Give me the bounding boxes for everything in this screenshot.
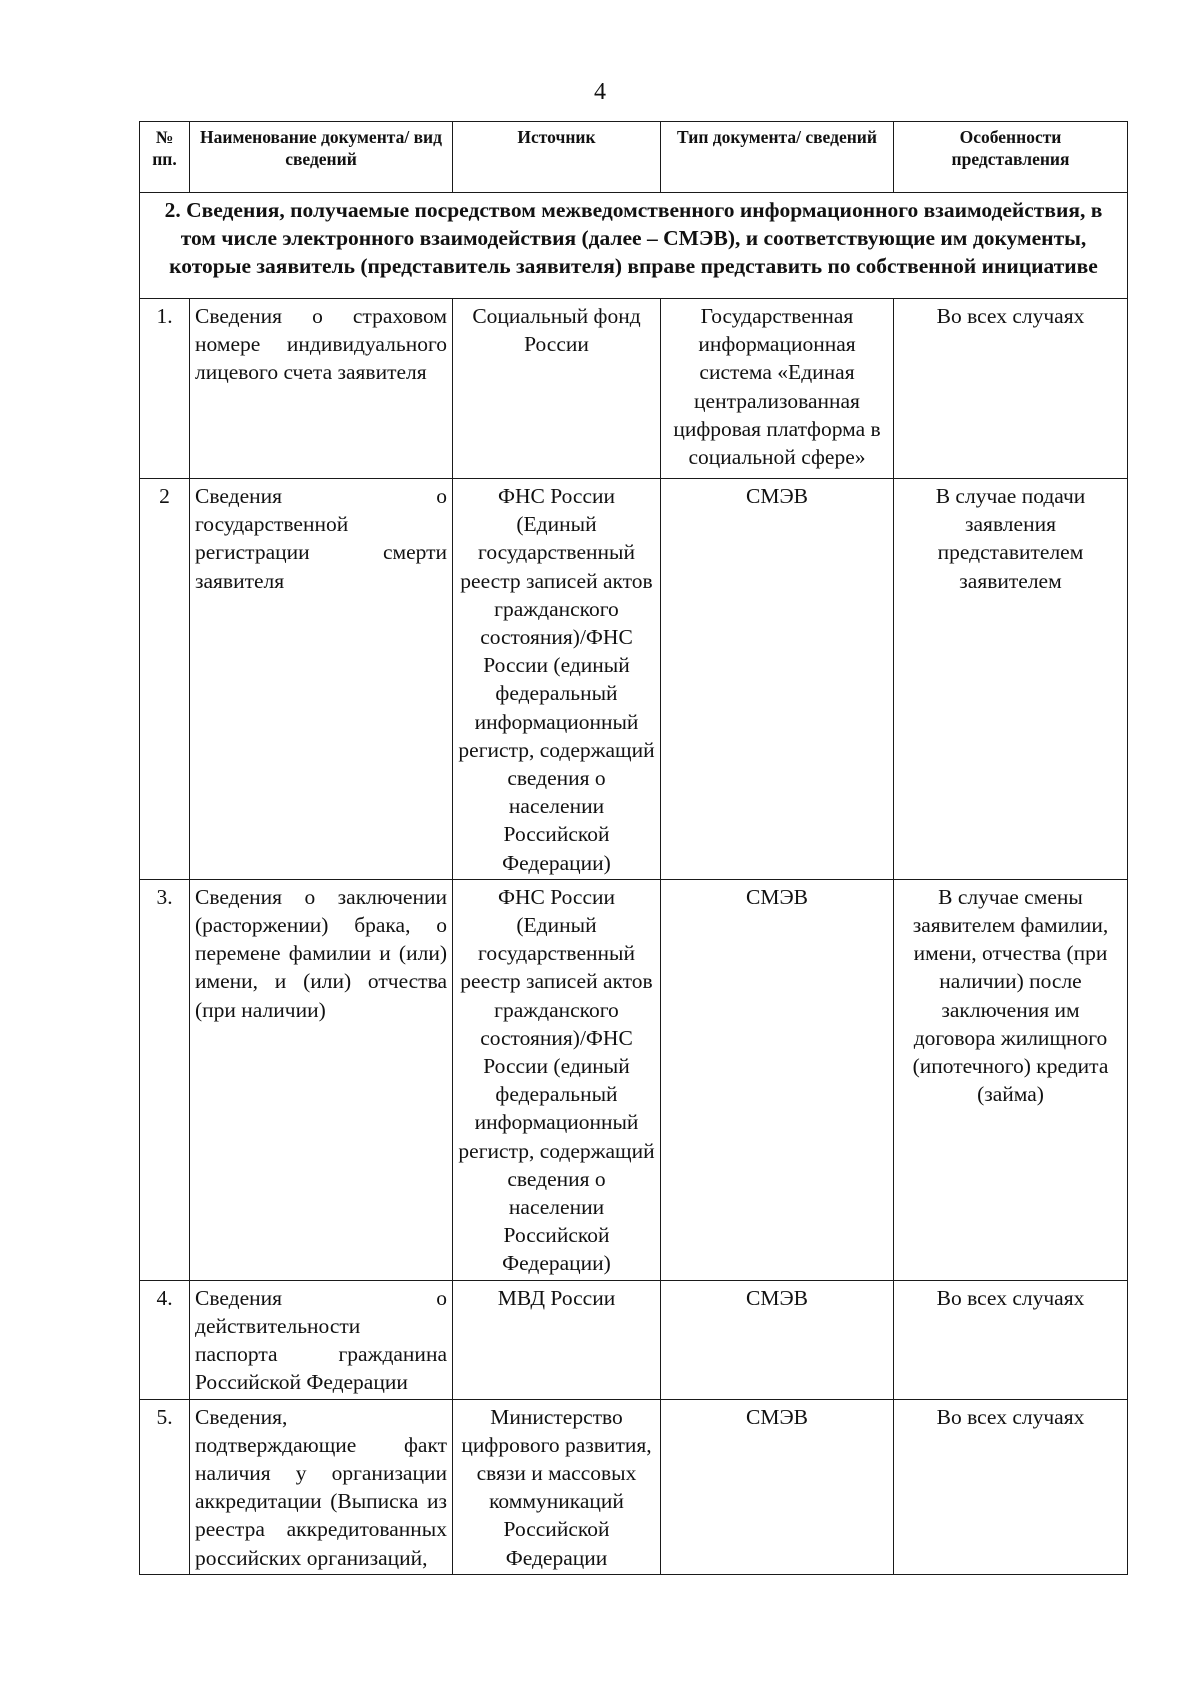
row-document-name: Сведения, подтверждающие факт наличия у организации аккредитации (Выписка из реестра аккредитованных российских организаций, (190, 1399, 453, 1574)
row-number: 2 (140, 479, 190, 880)
table-header-row (140, 122, 1128, 193)
row-document-name: Сведения о действительности паспорта гражданина Российской Федерации (190, 1280, 453, 1399)
row-number: 1. (140, 299, 190, 479)
table-row (140, 479, 1128, 880)
header-document-name: Наименование документа/ вид сведений (190, 122, 453, 193)
page-number: 4 (594, 79, 606, 105)
table-row (140, 1280, 1128, 1399)
row-document-name: Сведения о государственной регистрации смерти заявителя (190, 479, 453, 880)
header-source: Источник (453, 122, 661, 193)
row-features: В случае подачи заявления представителем заявителем (894, 479, 1128, 880)
table-row (140, 1399, 1128, 1574)
row-source: Министерство цифрового развития, связи и массовых коммуникаций Российской Федерации (453, 1399, 661, 1574)
header-document-type: Тип документа/ сведений (661, 122, 894, 193)
section-row (140, 193, 1128, 299)
row-features: В случае смены заявителем фамилии, имени, отчества (при наличии) после заключения им договора жилищного (ипотечного) кредита (займа) (894, 879, 1128, 1280)
row-features: Во всех случаях (894, 1280, 1128, 1399)
row-source: Социальный фонд России (453, 299, 661, 479)
header-features: Особенности представления (894, 122, 1128, 193)
row-number: 3. (140, 879, 190, 1280)
row-features: Во всех случаях (894, 299, 1128, 479)
row-document-type: СМЭВ (661, 879, 894, 1280)
row-document-name: Сведения о заключении (расторжении) брака, о перемене фамилии и (или) имени, и (или) отчества (при наличии) (190, 879, 453, 1280)
documents-table (139, 121, 1128, 1575)
row-source: ФНС России (Единый государственный реестр записей актов гражданского состояния)/ФНС России (единый федеральный информационный регистр, содержащий сведения о населении Российской Федерации) (453, 879, 661, 1280)
table-row (140, 879, 1128, 1280)
row-source: МВД России (453, 1280, 661, 1399)
row-number: 4. (140, 1280, 190, 1399)
table-row (140, 299, 1128, 479)
row-source: ФНС России (Единый государственный реестр записей актов гражданского состояния)/ФНС России (единый федеральный информационный регистр, содержащий сведения о населении Российской Федерации) (453, 479, 661, 880)
row-document-type: СМЭВ (661, 479, 894, 880)
row-features: Во всех случаях (894, 1399, 1128, 1574)
header-number: № пп. (140, 122, 190, 193)
row-document-type: Государственная информационная система «Единая централизованная цифровая платформа в социальной сфере» (661, 299, 894, 479)
section-title: 2. Сведения, получаемые посредством межведомственного информационного взаимодействия, в том числе электронного взаимодействия (далее – СМЭВ), и соответствующие им документы, которые заявитель (представитель заявителя) вправе представить по собственной инициативе (140, 193, 1128, 299)
row-document-type: СМЭВ (661, 1280, 894, 1399)
row-number: 5. (140, 1399, 190, 1574)
row-document-name: Сведения о страховом номере индивидуального лицевого счета заявителя (190, 299, 453, 479)
row-document-type: СМЭВ (661, 1399, 894, 1574)
